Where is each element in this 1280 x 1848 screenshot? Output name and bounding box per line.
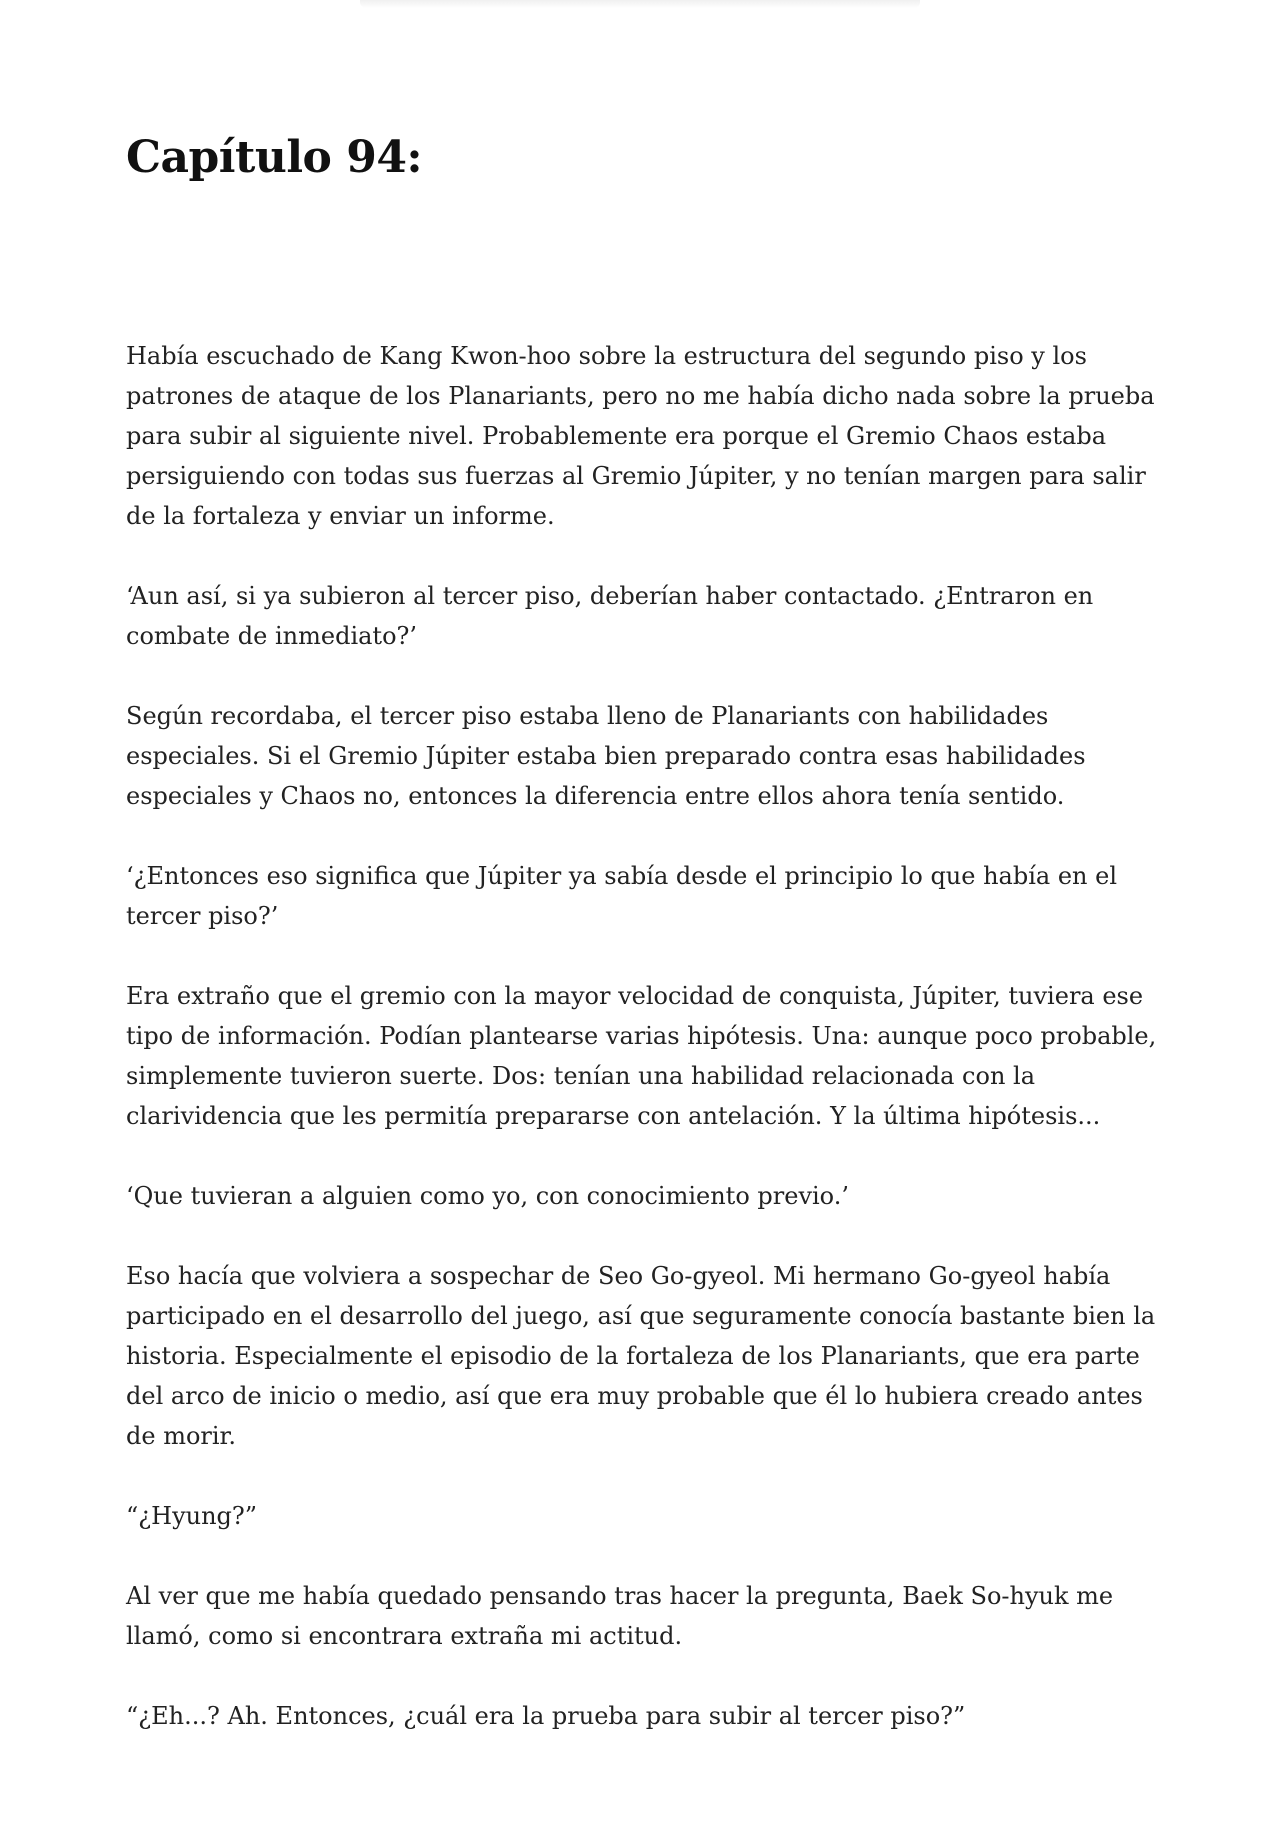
top-edge-shadow [360, 0, 920, 8]
chapter-page [126, 128, 1176, 1736]
paragraph: ‘Que tuvieran a alguien como yo, con conocimiento previo.’ [126, 1182, 849, 1210]
chapter-body [126, 336, 1176, 1736]
paragraph: Era extraño que el gremio con la mayor velocidad de conquista, Júpiter, tuviera ese tipo de información. Podían plantearse varias hipótesis. Una: aunque poco probable, simplemente tuvieron suerte. Dos: tenían una habilidad relacionada con la clarividencia que les permitía prepararse con antelación. Y la última hipótesis... [126, 982, 1157, 1130]
paragraph: ‘Aun así, si ya subieron al tercer piso, deberían haber contactado. ¿Entraron en combate de inmediato?’ [126, 582, 1094, 650]
paragraph: “¿Eh...? Ah. Entonces, ¿cuál era la prueba para subir al tercer piso?” [126, 1702, 966, 1730]
paragraph: Según recordaba, el tercer piso estaba lleno de Planariants con habilidades especiales. Si el Gremio Júpiter estaba bien preparado contra esas habilidades especiales y Chaos no, entonces la diferencia entre ellos ahora tenía sentido. [126, 702, 1086, 810]
paragraph: Eso hacía que volviera a sospechar de Seo Go-gyeol. Mi hermano Go-gyeol había participado en el desarrollo del juego, así que seguramente conocía bastante bien la historia. Especialmente el episodio de la fortaleza de los Planariants, que era parte del arco de inicio o medio, así que era muy probable que él lo hubiera creado antes de morir. [126, 1262, 1156, 1450]
paragraph: Había escuchado de Kang Kwon-hoo sobre la estructura del segundo piso y los patrones de ataque de los Planariants, pero no me había dicho nada sobre la prueba para subir al siguiente nivel. Probablemente era porque el Gremio Chaos estaba persiguiendo con todas sus fuerzas al Gremio Júpiter, y no tenían margen para salir de la fortaleza y enviar un informe. [126, 342, 1155, 530]
chapter-title: Capítulo 94: [126, 132, 423, 183]
paragraph: Al ver que me había quedado pensando tras hacer la pregunta, Baek So-hyuk me llamó, como si encontrara extraña mi actitud. [126, 1582, 1114, 1650]
paragraph: ‘¿Entonces eso significa que Júpiter ya sabía desde el principio lo que había en el tercer piso?’ [126, 862, 1118, 930]
paragraph: “¿Hyung?” [126, 1502, 258, 1530]
